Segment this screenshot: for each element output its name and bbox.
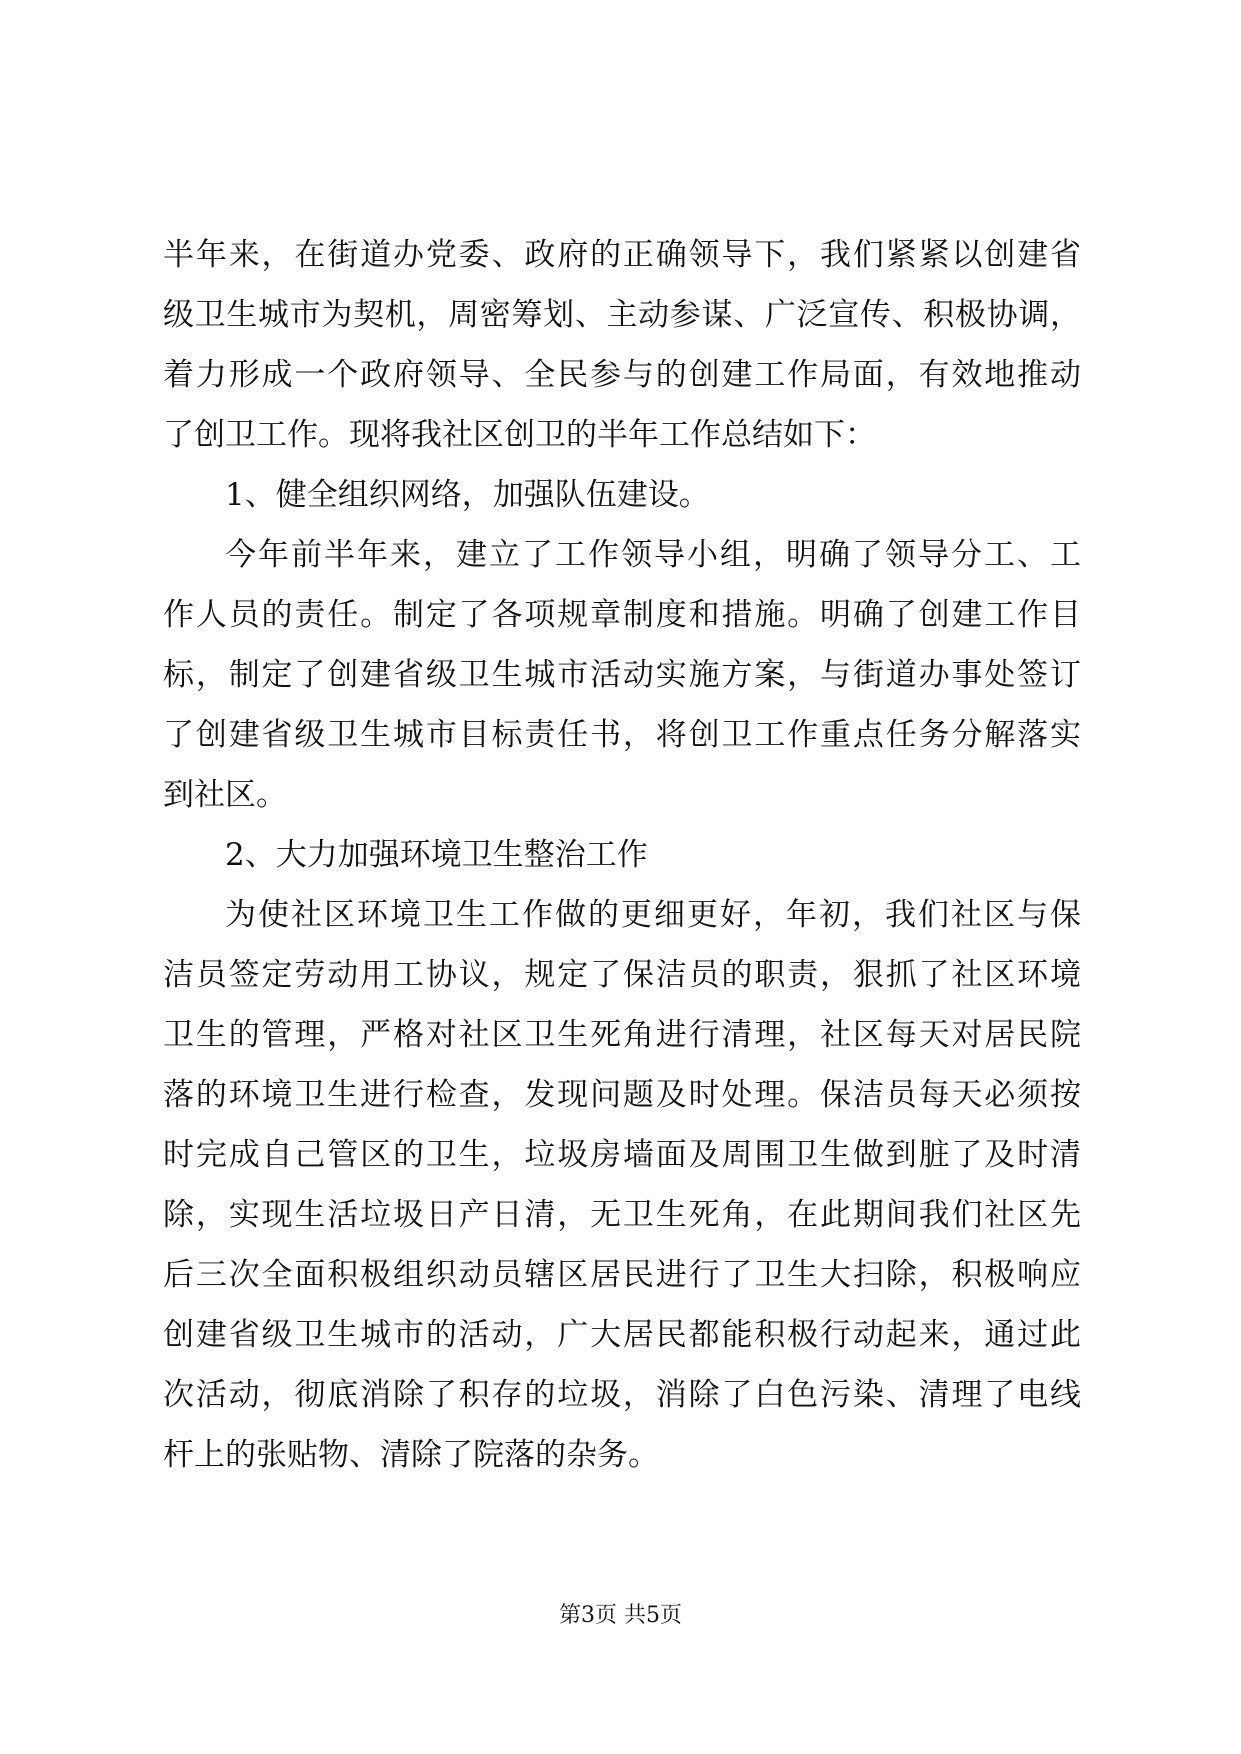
document-body: [163, 225, 1081, 1485]
text-line: 除，实现生活垃圾日产日清，无卫生死角，在此期间我们社区先: [163, 1197, 1081, 1233]
text-line: 今年前半年来，建立了工作领导小组，明确了领导分工、工: [225, 537, 1081, 573]
paragraph-organization: [163, 525, 1081, 825]
text-line: 杆上的张贴物、清除了院落的杂务。: [163, 1437, 659, 1473]
text-line: 卫生的管理，严格对社区卫生死角进行清理，社区每天对居民院: [163, 1017, 1081, 1053]
text-line: 级卫生城市为契机，周密筹划、主动参谋、广泛宣传、积极协调，: [163, 297, 1081, 333]
paragraph-intro: [163, 225, 1081, 465]
page-footer: 第3页 共5页: [559, 1603, 682, 1628]
text-line: 了创卫工作。现将我社区创卫的半年工作总结如下：: [163, 417, 876, 453]
text-line: 标，制定了创建省级卫生城市活动实施方案，与街道办事处签订: [163, 657, 1081, 693]
text-line: 创建省级卫生城市的活动，广大居民都能积极行动起来，通过此: [163, 1317, 1081, 1353]
text-line: 了创建省级卫生城市目标责任书，将创卫工作重点任务分解落实: [163, 717, 1081, 753]
paragraph-sanitation: [163, 885, 1081, 1485]
text-line: 作人员的责任。制定了各项规章制度和措施。明确了创建工作目: [163, 597, 1081, 633]
text-line: 到社区。: [163, 777, 287, 813]
text-line: 落的环境卫生进行检查，发现问题及时处理。保洁员每天必须按: [163, 1077, 1081, 1113]
text-line: 次活动，彻底消除了积存的垃圾，消除了白色污染、清理了电线: [163, 1377, 1081, 1413]
heading-line: 1、健全组织网络，加强队伍建设。: [225, 477, 710, 513]
text-line: 着力形成一个政府领导、全民参与的创建工作局面，有效地推动: [163, 357, 1081, 393]
section-heading-2: [163, 825, 1081, 885]
text-line: 半年来，在街道办党委、政府的正确领导下，我们紧紧以创建省: [163, 237, 1081, 273]
text-line: 洁员签定劳动用工协议，规定了保洁员的职责，狠抓了社区环境: [163, 957, 1081, 993]
section-heading-1: [163, 465, 1081, 525]
text-line: 后三次全面积极组织动员辖区居民进行了卫生大扫除，积极响应: [163, 1257, 1081, 1293]
heading-line: 2、大力加强环境卫生整治工作: [225, 837, 648, 873]
text-line: 为使社区环境卫生工作做的更细更好，年初，我们社区与保: [225, 897, 1081, 933]
text-line: 时完成自己管区的卫生，垃圾房墙面及周围卫生做到脏了及时清: [163, 1137, 1081, 1173]
